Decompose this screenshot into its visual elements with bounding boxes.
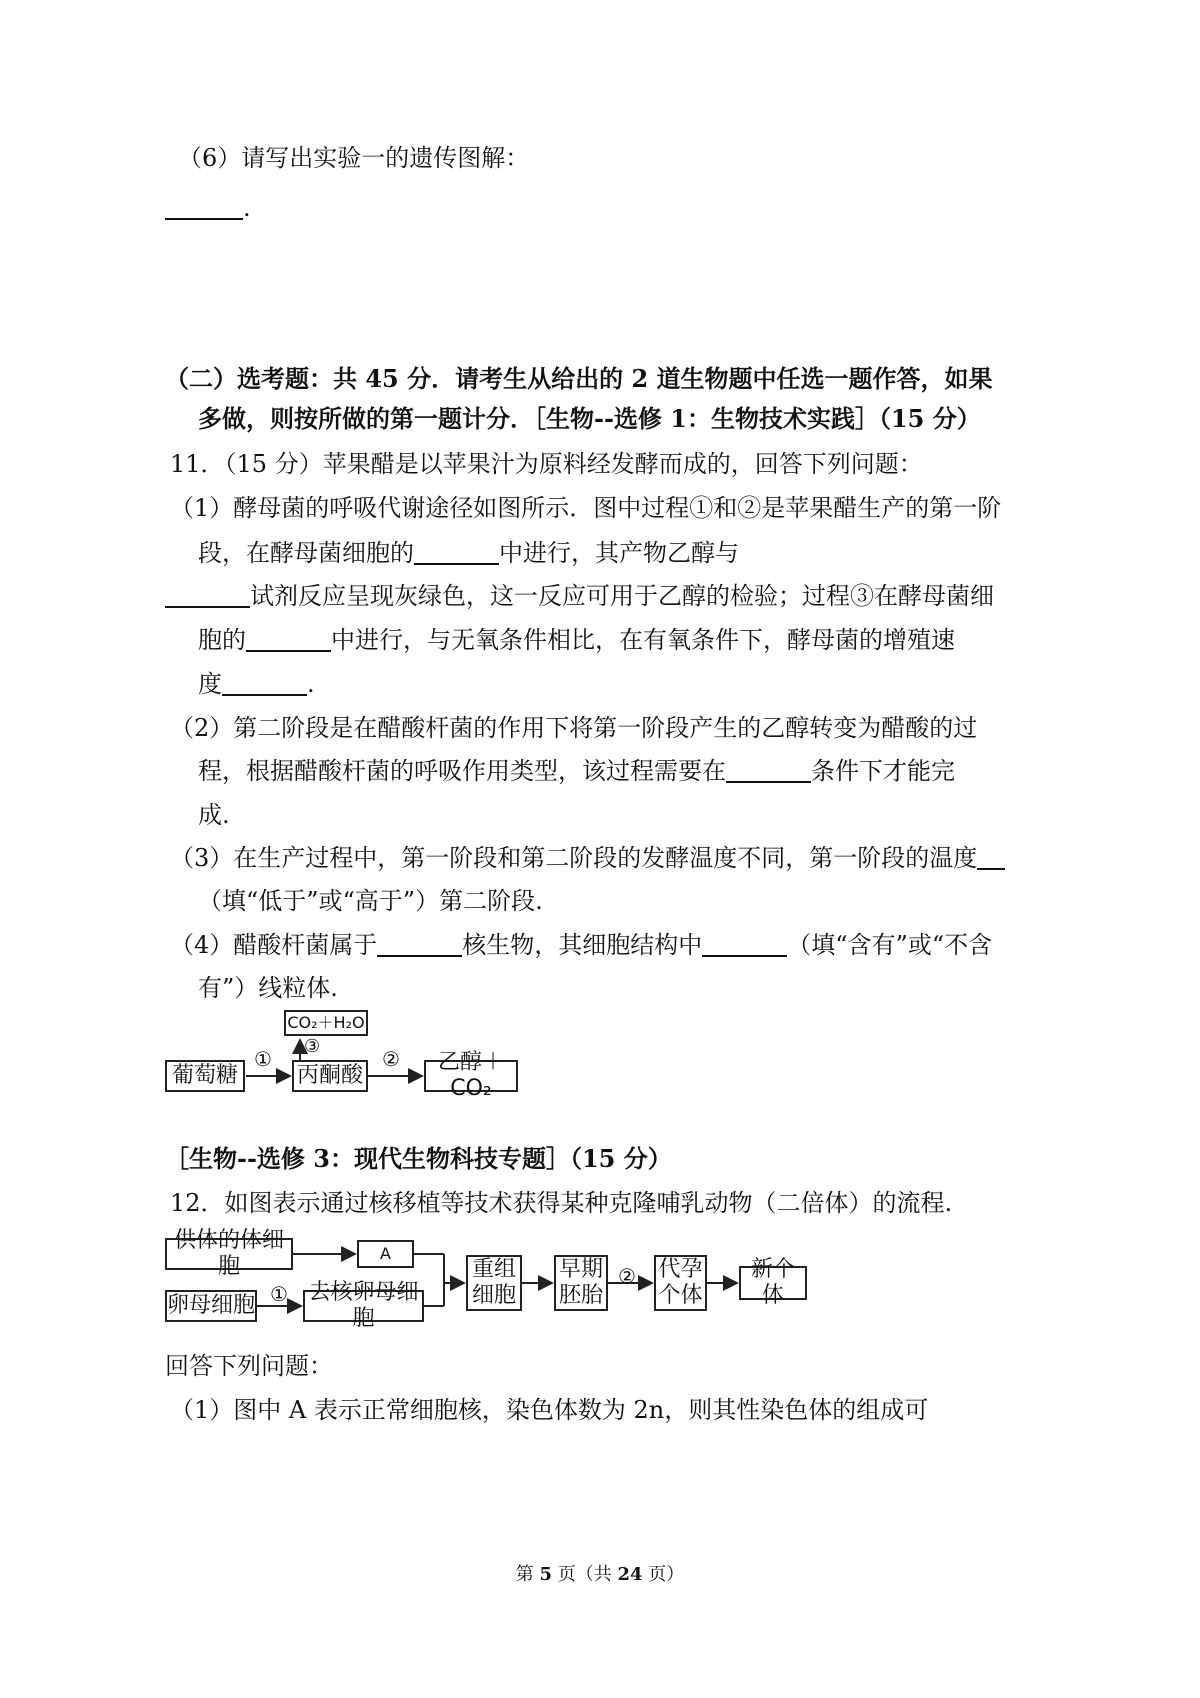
q11-p2-l2: 程，根据醋酸杆菌的呼吸作用类型，该过程需要在 条件下才能完 <box>198 757 955 785</box>
pyruvate-box: 丙酮酸 <box>292 1060 368 1092</box>
page-total: 24 <box>617 1564 643 1585</box>
q11-p4-l1: （4）醋酸杆菌属于 核生物，其细胞结构中 （填“含有”或“不含 <box>170 931 993 959</box>
early-embryo-box: 早期 胚胎 <box>554 1255 608 1311</box>
nucleus-a-box: A <box>357 1240 414 1268</box>
q11-p3-l2: （填“低于”或“高于”）第二阶段. <box>198 887 543 915</box>
recombined-cell-box: 重组 细胞 <box>466 1255 522 1311</box>
q11-p4-l2: 有”）线粒体. <box>198 974 338 1002</box>
q11-p3-l1: （3）在生产过程中，第一阶段和第二阶段的发酵温度不同，第一阶段的温度 <box>170 842 1005 874</box>
step2-label: ② <box>382 1047 400 1071</box>
q6-end: . <box>243 194 251 222</box>
oocyte-box: 卵母细胞 <box>165 1290 257 1322</box>
ethanol-box: 乙醇＋CO₂ <box>424 1060 518 1092</box>
step3-label: ③ <box>304 1036 321 1057</box>
donor-cell-box: 供体的体细胞 <box>165 1238 293 1270</box>
q11-p2-l1: （2）第二阶段是在醋酸杆菌的作用下将第一阶段产生的乙醇转变为醋酸的过 <box>170 714 978 742</box>
q11-p1-l1: （1）酵母菌的呼吸代谢途径如图所示．图中过程①和②是苹果醋生产的第一阶 <box>170 494 1002 522</box>
enucleated-oocyte-box: 去核卵母细胞 <box>303 1290 424 1322</box>
q11-p1-l3: 试剂反应呈现灰绿色，这一反应可用于乙醇的检验；过程③在酵母菌细 <box>165 580 994 612</box>
section3-title: ［生物--选修 3：现代生物科技专题］（15 分） <box>165 1144 672 1173</box>
q11-p2-l3: 成. <box>198 801 230 829</box>
page-footer: 第 5 页（共 24 页） <box>515 1564 685 1585</box>
section2-line1: （二）选考题：共 45 分．请考生从给出的 2 道生物题中任选一题作答，如果 <box>165 364 993 393</box>
q12-step1-label: ① <box>270 1282 288 1306</box>
q6-prompt: （6）请写出实验一的遗传图解： <box>178 144 530 172</box>
page-number: 5 <box>539 1564 552 1585</box>
q11-p1-l4: 胞的 中进行，与无氧条件相比，在有氧条件下，酵母菌的增殖速 <box>198 626 955 654</box>
new-individual-box: 新个体 <box>739 1266 807 1300</box>
surrogate-box: 代孕 个体 <box>654 1255 707 1311</box>
q12-step2-label: ② <box>618 1264 636 1288</box>
co2-water-box: CO₂＋H₂O <box>284 1010 368 1036</box>
section2-line2: 多做，则按所做的第一题计分．［生物--选修 1：生物技术实践］（15 分） <box>198 404 981 433</box>
q12-p1: （1）图中 A 表示正常细胞核，染色体数为 2n，则其性染色体的组成可 <box>170 1396 929 1424</box>
q11-p1-l5: 度 . <box>198 670 315 698</box>
q11-p1-l2: 段，在酵母菌细胞的 中进行，其产物乙醇与 <box>198 539 739 567</box>
step1-label: ① <box>254 1047 272 1071</box>
q12-answer-prompt: 回答下列问题： <box>165 1352 333 1380</box>
glucose-box: 葡萄糖 <box>165 1060 245 1092</box>
q11-stem: 11．（15 分）苹果醋是以苹果汁为原料经发酵而成的，回答下列问题： <box>170 450 923 478</box>
q12-stem: 12．如图表示通过核移植等技术获得某种克隆哺乳动物（二倍体）的流程. <box>170 1189 953 1217</box>
